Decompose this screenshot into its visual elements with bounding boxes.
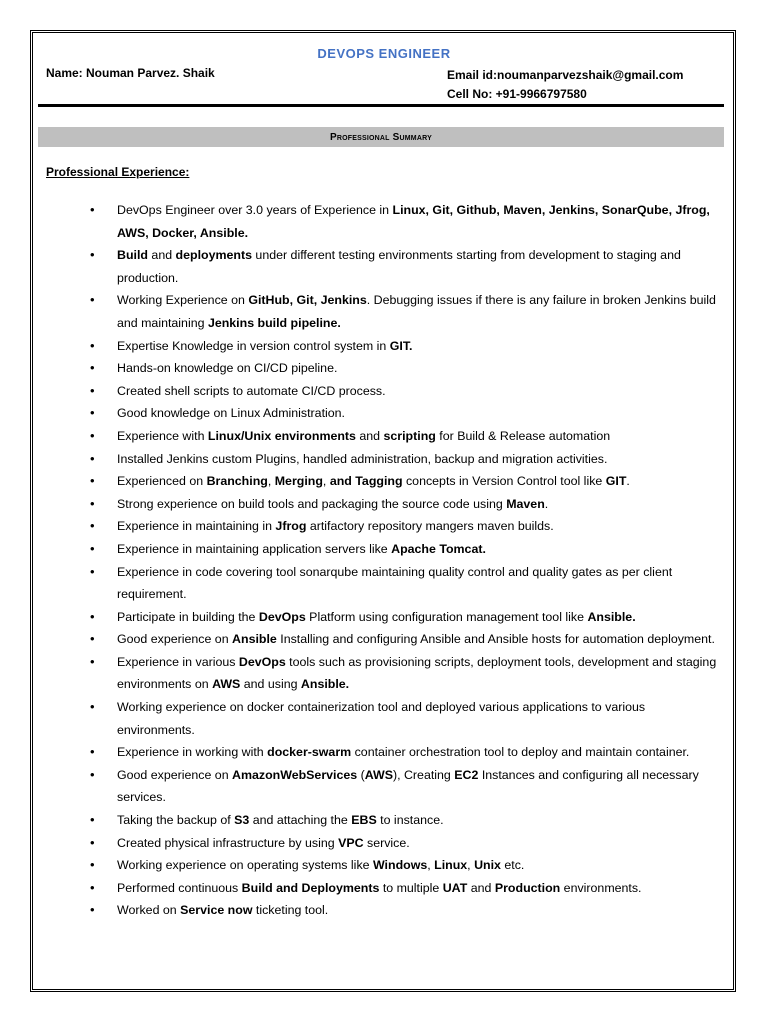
experience-item xyxy=(90,741,720,764)
text: etc. xyxy=(500,858,525,873)
text: Instances and configuring all necessary services. xyxy=(117,767,699,805)
bold-text: S3 xyxy=(234,813,250,828)
bold-text: Merging xyxy=(274,474,323,489)
text: for Build & Release automation xyxy=(435,428,611,443)
bold-text: Linux/Unix environments xyxy=(207,428,356,443)
experience-item xyxy=(90,628,720,651)
experience-item xyxy=(90,448,720,471)
text: Hands-on knowledge on CI/CD pipeline. xyxy=(117,361,338,376)
text: Experienced on xyxy=(117,474,207,489)
bold-text: and Tagging xyxy=(329,474,403,489)
bold-text: AWS xyxy=(212,677,241,692)
experience-item xyxy=(90,854,720,877)
experience-item xyxy=(90,606,720,629)
text: Experience with xyxy=(117,428,208,443)
experience-item xyxy=(90,515,720,538)
text: and attaching the xyxy=(249,813,352,828)
text: and using xyxy=(240,677,301,692)
bold-text: Linux xyxy=(434,858,468,873)
text: artifactory repository mangers maven builds. xyxy=(306,519,554,534)
text: and xyxy=(467,880,495,895)
text: tools such as provisioning scripts, deployment tools, development and staging environments on xyxy=(117,654,717,692)
bold-text: Unix xyxy=(474,858,501,873)
text: ( xyxy=(357,767,365,782)
experience-item xyxy=(90,561,720,606)
experience-item xyxy=(90,877,720,900)
bold-text: Ansible. xyxy=(587,609,636,624)
text: and xyxy=(147,248,176,263)
bold-text: AmazonWebServices xyxy=(232,767,358,782)
text: Experience in maintaining application servers like xyxy=(117,541,392,556)
text: . Debugging issues if there is any failure in broken Jenkins build and maintaining xyxy=(117,293,716,330)
experience-item xyxy=(90,651,720,696)
bold-text: scripting xyxy=(383,428,436,443)
bold-text: EBS xyxy=(351,813,377,828)
bold-text: Build xyxy=(117,248,148,263)
bold-text: Build and Deployments xyxy=(241,880,380,895)
experience-item xyxy=(90,899,720,922)
summary-bar-label: Professional Summary xyxy=(330,131,432,143)
experience-item xyxy=(90,832,720,855)
bold-text: Windows xyxy=(372,858,428,873)
bold-text: GIT. xyxy=(389,338,413,353)
text: to instance. xyxy=(376,813,444,828)
text: . xyxy=(626,474,630,489)
header-divider xyxy=(38,104,724,107)
email-line: Email id:noumanparvezshaik@gmail.com xyxy=(447,68,684,82)
experience-item xyxy=(90,425,720,448)
bold-text: Branching xyxy=(206,474,268,489)
text: Installing and configuring Ansible and Ansible hosts for automation deployment. xyxy=(276,632,715,647)
bold-text: GIT xyxy=(605,474,627,489)
resume-title: DEVOPS ENGINEER xyxy=(317,46,451,61)
text: Worked on xyxy=(117,903,181,918)
text: Expertise Knowledge in version control system in xyxy=(117,338,390,353)
text: container orchestration tool to deploy and maintain container. xyxy=(351,745,690,760)
text: Performed continuous xyxy=(117,880,242,895)
text: Working Experience on xyxy=(117,293,249,308)
text: Experience in working with xyxy=(117,745,268,760)
bold-text: DevOps xyxy=(258,609,306,624)
bold-text: EC2 xyxy=(454,767,479,782)
text: concepts in Version Control tool like xyxy=(402,474,606,489)
bold-text: Apache Tomcat. xyxy=(391,541,486,556)
experience-item xyxy=(90,470,720,493)
experience-list xyxy=(90,199,720,922)
bold-text: VPC xyxy=(338,835,364,850)
text: Created shell scripts to automate CI/CD process. xyxy=(117,383,386,398)
text: Working experience on operating systems like xyxy=(117,858,373,873)
text: Strong experience on build tools and packaging the source code using xyxy=(117,496,507,511)
bold-text: AWS xyxy=(364,767,393,782)
experience-item xyxy=(90,199,720,244)
text: ticketing tool. xyxy=(252,903,329,918)
experience-heading: Professional Experience: xyxy=(46,165,190,179)
bold-text: Ansible xyxy=(232,632,277,647)
text: , xyxy=(467,858,475,873)
text: Good experience on xyxy=(117,632,233,647)
professional-summary-bar xyxy=(38,127,724,147)
experience-item xyxy=(90,335,720,358)
text: Good knowledge on Linux Administration. xyxy=(117,406,345,421)
text: Working experience on docker containerization tool and deployed various applications to various environments. xyxy=(117,700,646,737)
candidate-name: Name: Nouman Parvez. Shaik xyxy=(46,66,215,80)
text: Participate in building the xyxy=(117,609,259,624)
text: and xyxy=(355,428,384,443)
bold-text: Jenkins build pipeline. xyxy=(207,315,341,330)
contact-block xyxy=(447,66,683,104)
text: DevOps Engineer over 3.0 years of Experience in xyxy=(117,203,393,217)
bold-text: UAT xyxy=(442,880,468,895)
experience-item xyxy=(90,289,720,334)
experience-item xyxy=(90,696,720,741)
experience-item xyxy=(90,244,720,289)
text: service. xyxy=(363,835,410,850)
text: . xyxy=(544,496,549,511)
text: under different testing environments starting from development to staging and production. xyxy=(117,248,681,285)
experience-item xyxy=(90,764,720,809)
text: Platform using configuration management tool like xyxy=(305,609,588,624)
experience-item xyxy=(90,357,720,380)
experience-item xyxy=(90,809,720,832)
experience-item xyxy=(90,402,720,425)
text: Experience in various xyxy=(117,654,239,669)
text: Installed Jenkins custom Plugins, handled administration, backup and migration activities. xyxy=(117,451,608,466)
cell-line: Cell No: +91-9966797580 xyxy=(447,87,587,101)
text: environments. xyxy=(560,880,642,895)
bold-text: Service now xyxy=(180,903,253,918)
bold-text: Production xyxy=(494,880,561,895)
experience-item xyxy=(90,380,720,403)
bold-text: DevOps xyxy=(238,654,286,669)
text: Good experience on xyxy=(117,767,233,782)
bold-text: Maven xyxy=(506,496,545,511)
text: , xyxy=(267,474,275,489)
bold-text: Jfrog xyxy=(275,519,307,534)
text: Experience in code covering tool sonarqube maintaining quality control and quality gates as per client requirement. xyxy=(117,564,673,602)
bold-text: GitHub, Git, Jenkins xyxy=(248,293,367,308)
text: Created physical infrastructure by using xyxy=(117,835,339,850)
text: ), Creating xyxy=(392,767,455,782)
text: , xyxy=(322,474,330,489)
experience-item xyxy=(90,538,720,561)
bold-text: deployments xyxy=(175,248,252,263)
bold-text: docker-swarm xyxy=(267,745,352,760)
text: Taking the backup of xyxy=(117,813,235,828)
text: to multiple xyxy=(379,880,443,895)
bold-text: Linux, Git, Github, Maven, Jenkins, SonarQube, Jfrog, AWS, Docker, Ansible. xyxy=(117,203,710,240)
bold-text: Ansible. xyxy=(300,677,350,692)
text: , xyxy=(427,858,435,873)
text: Experience in maintaining in xyxy=(117,519,276,534)
experience-item xyxy=(90,493,720,516)
